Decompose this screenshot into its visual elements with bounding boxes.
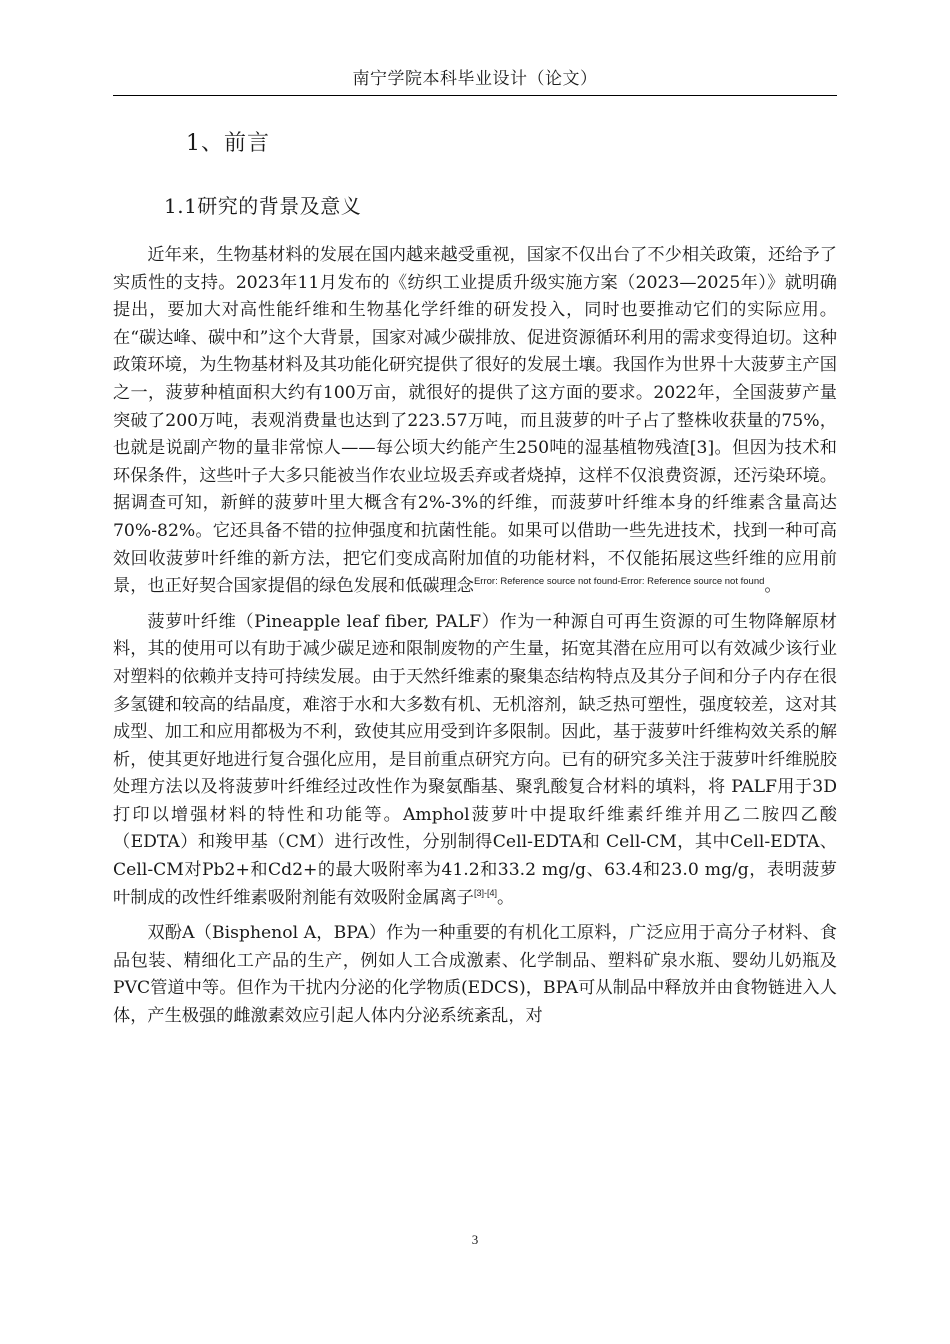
- paragraph-2: [113, 609, 837, 913]
- page-number: 3: [471, 1232, 479, 1247]
- body-text: [113, 242, 837, 1039]
- paragraph-text: 菠萝叶纤维（Pineapple leaf fiber, PALF）作为一种源自可再生资源的可生物降解原材料，其的使用可以有助于减少碳足迹和限制废物的产生量，拓宽其潜在应用可以有效减少该行业对塑料的依赖并支持可持续发展。由于天然纤维素的聚集态结构特点及其分子间和分子内存在很多氢键和较高的结晶度，难溶于水和大多数有机、无机溶剂，缺乏热可塑性，强度较差，这对其成型、加工和应用都极为不利，致使其应用受到许多限制。因此，基于菠萝叶纤维构效关系的解析，使其更好地进行复合强化应用，是目前重点研究方向。已有的研究多关注于菠萝叶纤维脱胶处理方法以及将菠萝叶纤维经过改性作为聚氨酯基、聚乳酸复合材料的填料，将 PALF用于3D打印以增强材料的特性和功能等。Amphol菠萝叶中提取纤维素纤维并用乙二胺四乙酸（EDTA）和羧甲基（CM）进行改性，分别制得Cell-EDTA和 Cell-CM，其中Cell-EDTA、Cell-CM对Pb2+和Cd2+的最大吸附率为41.2和33.2 mg/g、63.4和23.0 mg/g，表明菠萝叶制成的改性纤维素吸附剂能有效吸附金属离子: [113, 611, 837, 908]
- citation-superscript: [3]-[4]: [473, 887, 497, 898]
- paragraph-text: 近年来，生物基材料的发展在国内越来越受重视，国家不仅出台了不少相关政策，还给予了实质性的支持。2023年11月发布的《纺织工业提质升级实施方案（2023—2025年）》就明确提出，要加大对高性能纤维和生物基化学纤维的研发投入，同时也要推动它们的实际应用。在“碳达峰、碳中和”这个大背景，国家对减少碳排放、促进资源循环利用的需求变得迫切。这种政策环境，为生物基材料及其功能化研究提供了很好的发展土壤。我国作为世界十大菠萝主产国之一，菠萝种植面积大约有100万亩，就很好的提供了这方面的要求。2022年，全国菠萝产量突破了200万吨，表观消费量也达到了223.57万吨，而且菠萝的叶子占了整株收获量的75%，也就是说副产物的量非常惊人——每公顷大约能产生250吨的湿基植物残渣[3]。但因为技术和环保条件，这些叶子大多只能被当作农业垃圾丢弃或者烧掉，这样不仅浪费资源，还污染环境。据调查可知，新鲜的菠萝叶里大概含有2%-3%的纤维，而菠萝叶纤维本身的纤维素含量高达70%-82%。它还具备不错的拉伸强度和抗菌性能。如果可以借助一些先进技术，找到一种可高效回收菠萝叶纤维的新方法，把它们变成高附加值的功能材料，不仅能拓展这些纤维的应用前景，也正好契合国家提倡的绿色发展和低碳理念: [113, 245, 837, 597]
- running-header: 南宁学院本科毕业设计（论文）: [113, 64, 837, 96]
- paragraph-end: 。: [496, 887, 515, 908]
- section-heading: 1、前言: [186, 131, 270, 156]
- subsection-heading: 1.1研究的背景及意义: [164, 194, 362, 218]
- reference-error: Error: Reference source not found-Error: Reference source not found: [473, 576, 765, 588]
- paragraph-3: [113, 920, 837, 1030]
- paragraph-1: [113, 242, 837, 601]
- paragraph-end: 。: [764, 576, 782, 597]
- paragraph-text: 双酚A（Bisphenol A，BPA）作为一种重要的有机化工原料，广泛应用于高分子材料、食品包装、精细化工产品的生产，例如人工合成激素、化学制品、塑料矿泉水瓶、婴幼儿奶瓶及PVC管道中等。但作为干扰内分泌的化学物质(EDCS)，BPA可从制品中释放并由食物链进入人体，产生极强的雌激素效应引起人体内分泌系统紊乱，对: [113, 923, 837, 1027]
